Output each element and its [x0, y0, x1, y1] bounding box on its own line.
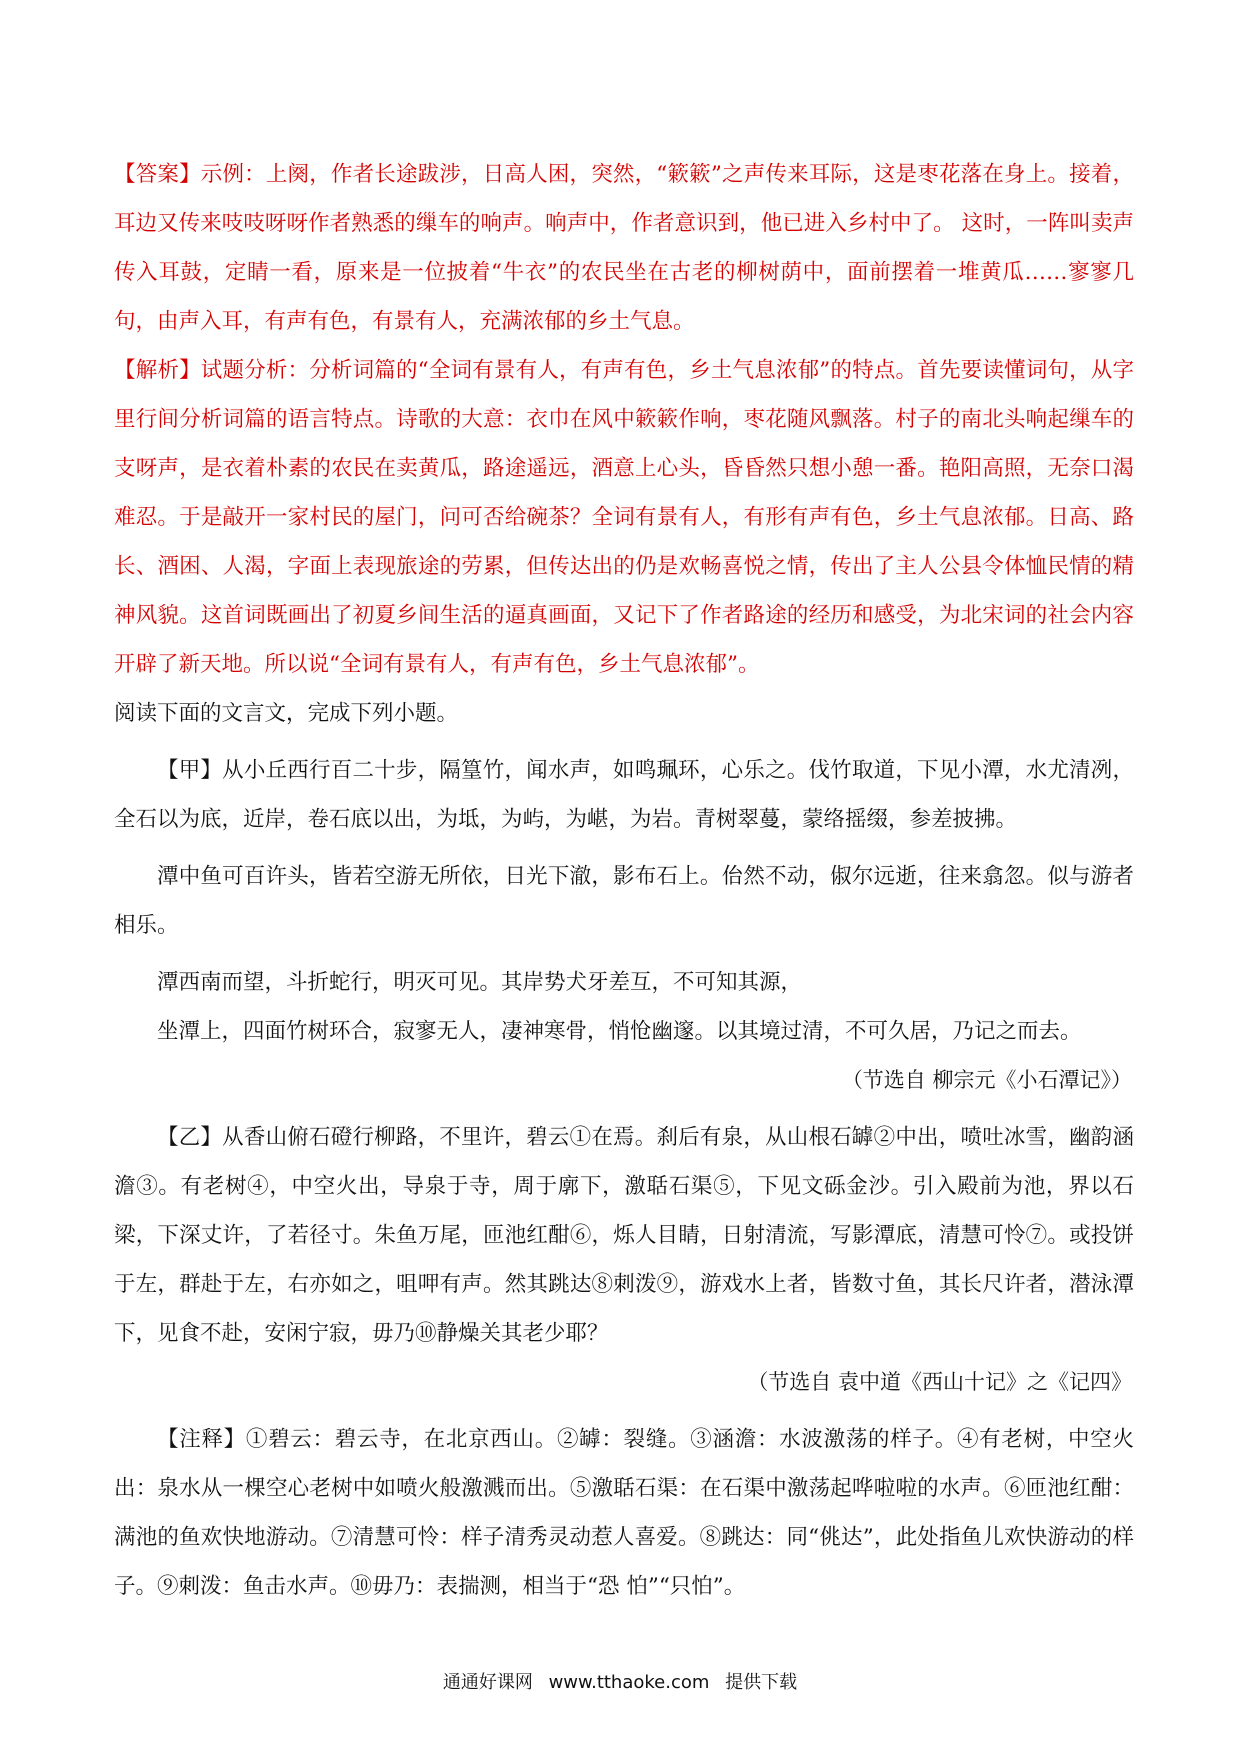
reading-instruction: 阅读下面的文言文，完成下列小题。	[114, 701, 459, 726]
footer-suffix: 提供下载	[725, 1672, 798, 1693]
footer-url[interactable]: www.tthaoke.com	[548, 1672, 710, 1693]
yi-paragraph: 【乙】从香山俯石磴行柳路，不里许，碧云①在焉。刹后有泉，从山根石罅②中出，喷吐冰雪，幽韵涵澹③。有老树④，中空火出，导泉于寺，周于廓下，激聒石渠⑤，下见文砾金沙。引入殿前为池，界以石梁，下深丈许，了若径寸。朱鱼万尾，匝池红酣⑥，烁人目睛，日射清流，写影潭底，清慧可怜⑦。或投饼于左，群赴于左，右亦如之，咀呷有声。然其跳达⑧刺泼⑨，游戏水上者，皆数寸鱼，其长尺许者，潜泳潭下，见食不赴，安闲宁寂，毋乃⑩静燥关其老少耶？	[114, 1125, 1134, 1346]
answer-text: 示例：上阕，作者长途跋涉，日高人困，突然，“簌簌”之声传来耳际，这是枣花落在身上。接着，耳边又传来吱吱呀呀作者熟悉的缫车的响声。响声中，作者意识到，他已进入乡村中了。 这时，一阵叫卖声传入耳鼓，定睛一看，原来是一位披着“牛衣”的农民坐在古老的柳树荫中，面前摆着一堆黄瓜……寥寥几句，由声入耳，有声有色，有景有人，充满浓郁的乡土气息。	[114, 162, 1134, 334]
analysis-paragraph	[114, 346, 1134, 689]
notes-paragraph: 【注释】①碧云：碧云寺，在北京西山。②罅：裂缝。③涵澹：水波激荡的样子。④有老树，中空火出：泉水从一棵空心老树中如喷火般激溅而出。⑤激聒石渠：在石渠中激荡起哗啦啦的水声。⑥匝池红酣：满池的鱼欢快地游动。⑦清慧可怜：样子清秀灵动惹人喜爱。⑧跳达：同“佻达”，此处指鱼儿欢快游动的样子。⑨刺泼：鱼击水声。⑩毋乃：表揣测，相当于“恐 怕”“只怕”。	[114, 1427, 1134, 1599]
answer-paragraph	[114, 150, 1134, 346]
analysis-tag: 【解析】	[114, 358, 201, 383]
jia-paragraph-4: 坐潭上，四面竹树环合，寂寥无人，凄神寒骨，悄怆幽邃。以其境过清，不可久居，乃记之而去。	[157, 1019, 1082, 1044]
answer-tag: 【答案】	[114, 162, 201, 187]
jia-paragraph-2: 潭中鱼可百许头，皆若空游无所依，日光下澈，影布石上。佁然不动，俶尔远逝，往来翕忽。似与游者相乐。	[114, 864, 1134, 938]
page-footer	[0, 1668, 1240, 1694]
jia-source: （节选自 柳宗元《小石潭记》）	[841, 1068, 1132, 1092]
analysis-text: 试题分析：分析词篇的“全词有景有人，有声有色，乡土气息浓郁”的特点。首先要读懂词句，从字里行间分析词篇的语言特点。诗歌的大意：衣巾在风中簌簌作响，枣花随风飘落。村子的南北头响起缫车的支呀声，是衣着朴素的农民在卖黄瓜，路途遥远，酒意上心头，昏昏然只想小憩一番。艳阳高照，无奈口渴难忍。于是敲开一家村民的屋门，问可否给碗茶？全词有景有人，有形有声有色，乡土气息浓郁。日高、路长、酒困、人渴，字面上表现旅途的劳累，但传达出的仍是欢畅喜悦之情，传出了主人公县令体恤民情的精神风貌。这首词既画出了初夏乡间生活的逼真画面，又记下了作者路途的经历和感受，为北宋词的社会内容开辟了新天地。所以说“全词有景有人，有声有色，乡土气息浓郁”。	[114, 358, 1134, 677]
jia-paragraph-3: 潭西南而望，斗折蛇行，明灭可见。其岸势犬牙差互，不可知其源，	[157, 970, 803, 995]
page-content	[114, 150, 1134, 1611]
jia-paragraph-1: 【甲】从小丘西行百二十步，隔篁竹，闻水声，如鸣珮环，心乐之。伐竹取道，下见小潭，水尤清冽，全石以为底，近岸，卷石底以出，为坻，为屿，为嵁，为岩。青树翠蔓，蒙络摇缀，参差披拂。	[114, 758, 1134, 832]
yi-source: （节选自 袁中道《西山十记》之《记四》	[747, 1370, 1132, 1394]
footer-site-name: 通通好课网	[442, 1672, 533, 1693]
